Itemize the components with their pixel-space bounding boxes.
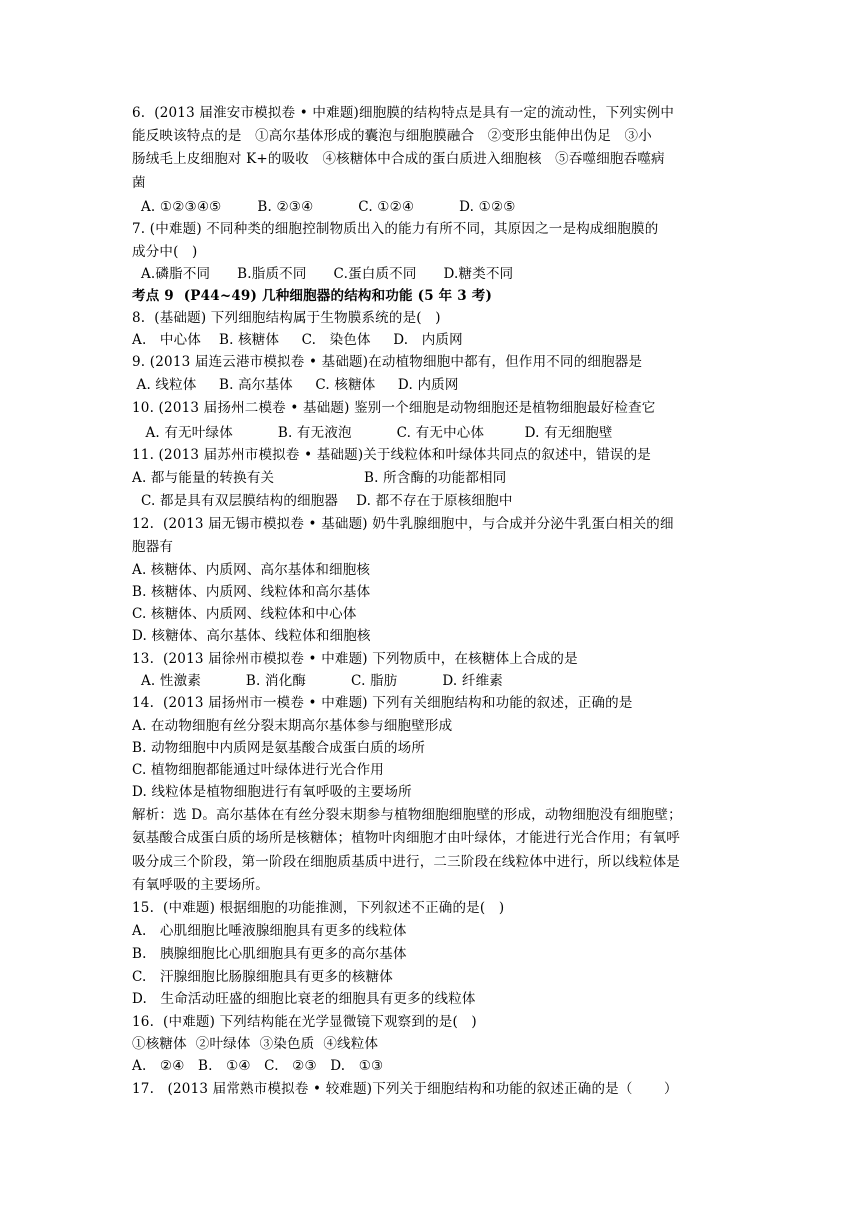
question-9: 9. (2013 届连云港市模拟卷 • 基础题)在动植物细胞中都有，但作用不同的细胞器是 [132,354,643,370]
analysis-line-4: 有氧呼吸的主要场所。 [132,877,269,893]
question-6-options: A. ①②③④⑤ B. ②③④ C. ①②④ D. ①②⑤ [132,199,516,215]
question-15-option-c: C. 汗腺细胞比肠腺细胞具有更多的核糖体 [132,969,393,985]
question-14: 14. (2013 届扬州市一模卷 • 中难题) 下列有关细胞结构和功能的叙述，正确的是 [132,695,633,711]
question-14-option-d: D. 线粒体是植物细胞进行有氧呼吸的主要场所 [132,784,412,800]
question-17: 17. (2013 届常熟市模拟卷 • 较难题)下列关于细胞结构和功能的叙述正确的是（ ） [132,1081,678,1097]
analysis-line-1: 解析：选 D。高尔基体在有丝分裂末期参与植物细胞细胞壁的形成，动物细胞没有细胞壁； [132,807,682,823]
question-15-option-b: B. 胰腺细胞比心肌细胞具有更多的高尔基体 [132,946,407,962]
analysis-line-3: 吸分成三个阶段，第一阶段在细胞质基质中进行，二三阶段在线粒体中进行，所以线粒体是 [132,854,680,870]
question-15-option-a: A. 心肌细胞比唾液腺细胞具有更多的线粒体 [132,923,407,939]
question-10: 10. (2013 届扬州二模卷 • 基础题) 鉴别一个细胞是动物细胞还是植物细胞最好检查它 [132,400,656,416]
question-8: 8. (基础题) 下列细胞结构属于生物膜系统的是( ) [132,310,441,326]
question-11: 11. (2013 届苏州市模拟卷 • 基础题)关于线粒体和叶绿体共同点的叙述中，错误的是 [132,447,651,463]
question-15-option-d: D. 生命活动旺盛的细胞比衰老的细胞具有更多的线粒体 [132,991,476,1007]
question-15: 15. (中难题) 根据细胞的功能推测，下列叙述不正确的是( ) [132,900,505,916]
question-6-line-4: 菌 [132,175,146,191]
question-16-items: ①核糖体 ②叶绿体 ③染色质 ④线粒体 [132,1036,379,1052]
question-13: 13. (2013 届徐州市模拟卷 • 中难题) 下列物质中，在核糖体上合成的是 [132,651,578,667]
question-12-line-1: 12. (2013 届无锡市模拟卷 • 基础题) 奶牛乳腺细胞中，与合成并分泌牛乳蛋白相关的细 [132,516,674,532]
question-7-line-1: 7. (中难题) 不同种类的细胞控制物质出入的能力有所不同，其原因之一是构成细胞膜的 [132,221,659,237]
question-16-options: A. ②④ B. ①④ C. ②③ D. ①③ [132,1058,384,1074]
question-6-line-1: 6. (2013 届淮安市模拟卷 • 中难题)细胞膜的结构特点是具有一定的流动性，下列实例中 [132,105,675,121]
question-8-options: A. 中心体 B. 核糖体 C. 染色体 D. 内质网 [132,332,463,348]
question-6-line-3: 肠绒毛上皮细胞对 K+的吸收 ④核糖体中合成的蛋白质进入细胞核 ⑤吞噬细胞吞噬病 [132,151,665,167]
question-12-line-2: 胞器有 [132,539,174,555]
question-12-option-b: B. 核糖体、内质网、线粒体和高尔基体 [132,584,371,600]
question-14-option-b: B. 动物细胞中内质网是氨基酸合成蛋白质的场所 [132,740,426,756]
analysis-line-2: 氨基酸合成蛋白质的场所是核糖体；植物叶肉细胞才由叶绿体，才能进行光合作用；有氧呼 [132,830,680,846]
question-11-options-cd: C. 都是具有双层膜结构的细胞器 D. 都不存在于原核细胞中 [132,493,513,509]
question-11-options-ab: A. 都与能量的转换有关 B. 所含酶的功能都相同 [132,470,507,486]
question-14-option-a: A. 在动物细胞有丝分裂末期高尔基体参与细胞壁形成 [132,718,453,734]
question-12-option-c: C. 核糖体、内质网、线粒体和中心体 [132,606,357,622]
question-16: 16. (中难题) 下列结构能在光学显微镜下观察到的是( ) [132,1014,477,1030]
question-14-option-c: C. 植物细胞都能通过叶绿体进行光合作用 [132,762,384,778]
question-9-options: A. 线粒体 B. 高尔基体 C. 核糖体 D. 内质网 [132,377,459,393]
question-6-line-2: 能反映该特点的是 ①高尔基体形成的囊泡与细胞膜融合 ②变形虫能伸出伪足 ③小 [132,128,652,144]
question-7-options: A.磷脂不同 B.脂质不同 C.蛋白质不同 D.糖类不同 [132,266,514,282]
question-12-option-d: D. 核糖体、高尔基体、线粒体和细胞核 [132,628,371,644]
question-10-options: A. 有无叶绿体 B. 有无液泡 C. 有无中心体 D. 有无细胞壁 [132,425,613,441]
question-12-option-a: A. 核糖体、内质网、高尔基体和细胞核 [132,562,371,578]
question-13-options: A. 性激素 B. 消化酶 C. 脂肪 D. 纤维素 [132,673,504,689]
question-7-line-2: 成分中( ) [132,244,198,260]
section-heading: 考点 9 (P44~49) 几种细胞器的结构和功能 (5 年 3 考) [132,288,493,304]
